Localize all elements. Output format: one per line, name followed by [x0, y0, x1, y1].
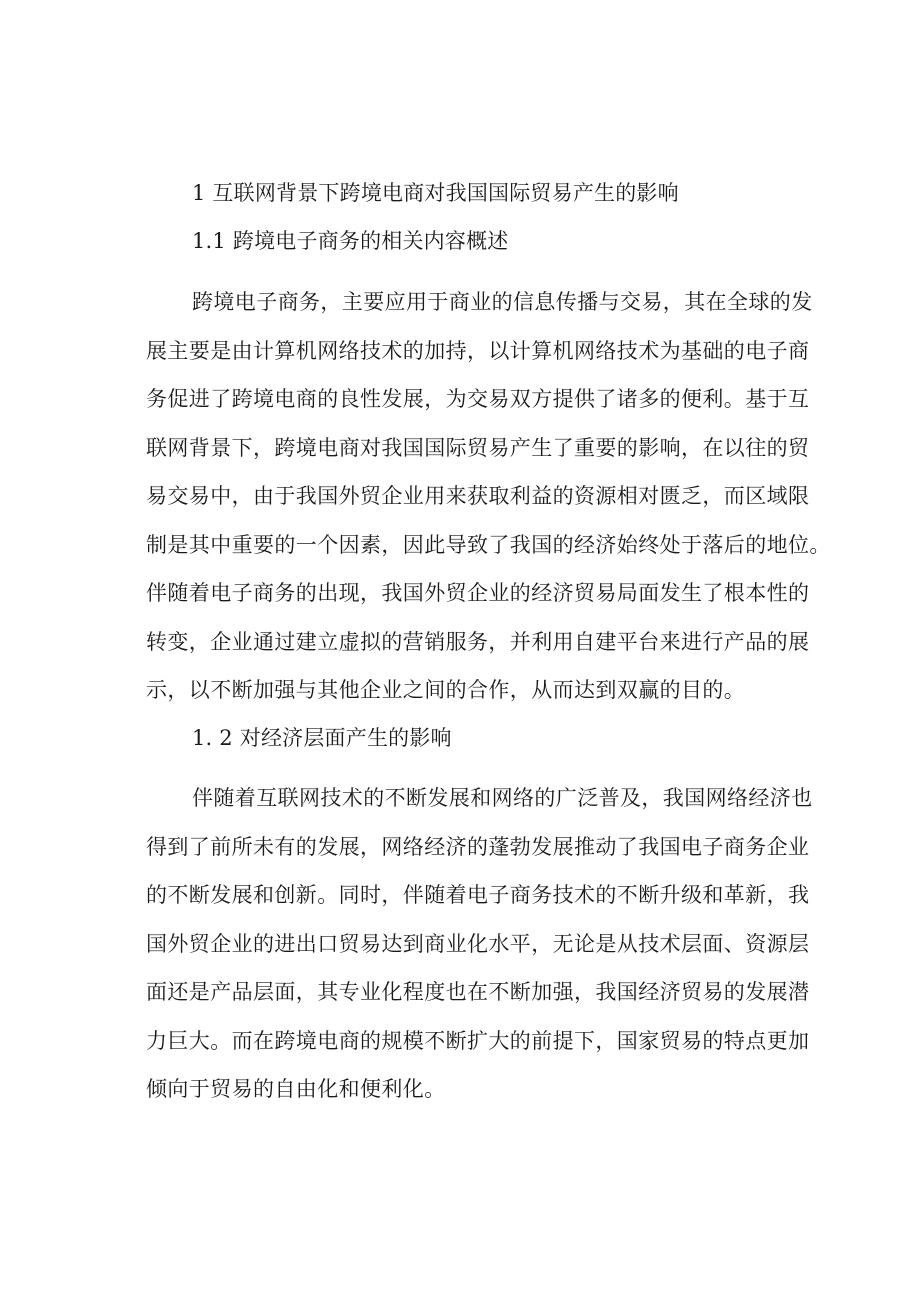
- paragraph-line: 的不断发展和创新。同时，伴随着电子商务技术的不断升级和革新，我: [146, 883, 810, 907]
- paragraph-line: 制是其中重要的一个因素，因此导致了我国的经济始终处于落后的地位。: [146, 532, 831, 557]
- paragraph-line: 得到了前所未有的发展，网络经济的蓬勃发展推动了我国电子商务企业: [146, 834, 810, 859]
- paragraph-line: 展主要是由计算机网络技术的加持，以计算机网络技术为基础的电子商: [146, 338, 810, 363]
- subsection-heading-1-1: 1.1 跨境电子商务的相关内容概述: [192, 229, 509, 253]
- paragraph-line: 伴随着互联网技术的不断发展和网络的广泛普及，我国网络经济也: [192, 786, 813, 810]
- paragraph-line: 倾向于贸易的自由化和便利化。: [146, 1077, 446, 1101]
- subsection-heading-1-2: 1. 2 对经济层面产生的影响: [192, 726, 452, 750]
- paragraph-line: 联网背景下，跨境电商对我国国际贸易产生了重要的影响，在以往的贸: [146, 435, 810, 460]
- paragraph-line: 面还是产品层面，其专业化程度也在不断加强，我国经济贸易的发展潜: [146, 980, 810, 1004]
- paragraph-line: 力巨大。而在跨境电商的规模不断扩大的前提下，国家贸易的特点更加: [146, 1028, 810, 1053]
- paragraph-cross-border-ecommerce: [146, 278, 831, 715]
- section-heading: 1 互联网背景下跨境电商对我国国际贸易产生的影响: [192, 181, 679, 205]
- paragraph-line: 伴随着电子商务的出现，我国外贸企业的经济贸易局面发生了根本性的: [146, 581, 810, 605]
- paragraph-line: 国外贸企业的进出口贸易达到商业化水平，无论是从技术层面、资源层: [146, 931, 810, 956]
- paragraph-line: 转变，企业通过建立虚拟的营销服务，并利用自建平台来进行产品的展: [146, 629, 810, 654]
- paragraph-line: 示，以不断加强与其他企业之间的合作，从而达到双赢的目的。: [146, 678, 746, 702]
- paragraph-line: 务促进了跨境电商的良性发展，为交易双方提供了诸多的便利。基于互: [146, 387, 810, 411]
- paragraph-line: 跨境电子商务，主要应用于商业的信息传播与交易，其在全球的发: [192, 290, 813, 314]
- paragraph-economic-impact: [146, 774, 813, 1114]
- paragraph-line: 易交易中，由于我国外贸企业用来获取利益的资源相对匮乏，而区域限: [146, 484, 810, 508]
